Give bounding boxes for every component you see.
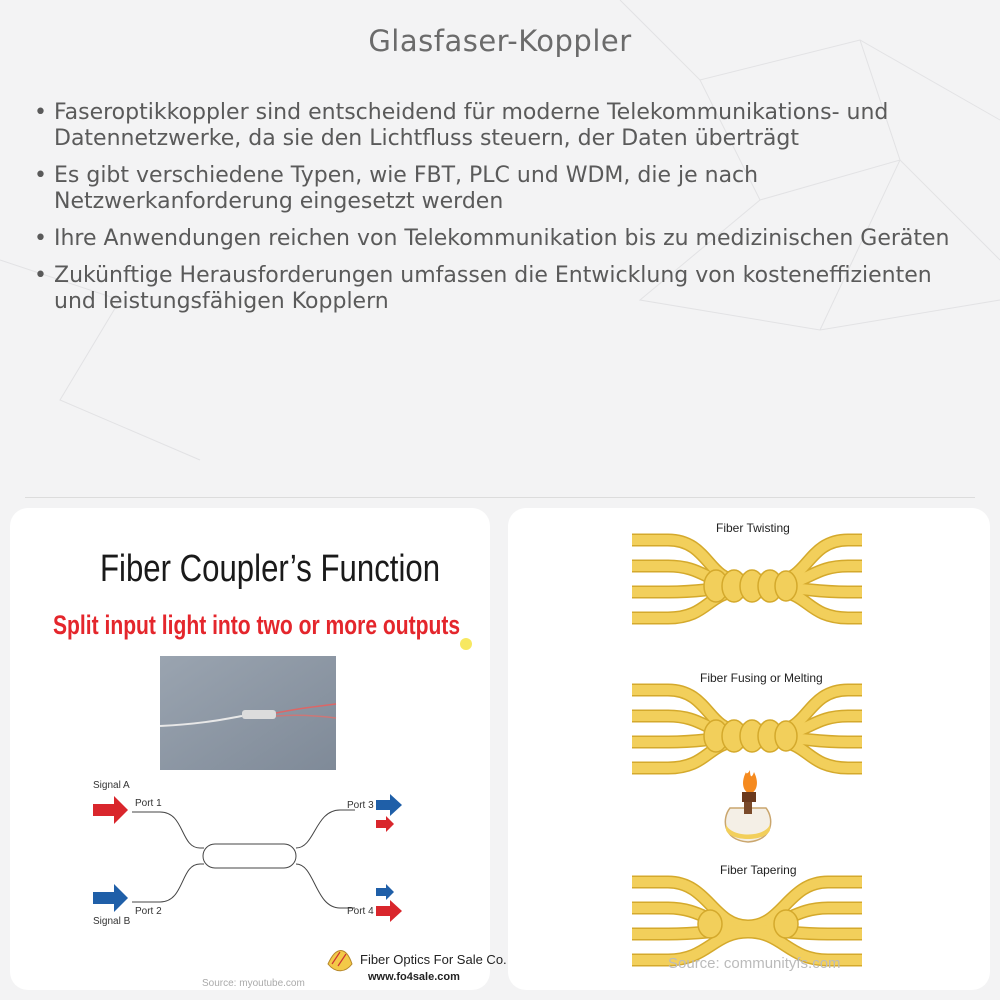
fiber-tapering-drawing bbox=[632, 882, 862, 960]
coupler-body bbox=[203, 844, 296, 868]
left-source: Source: myoutube.com bbox=[202, 978, 305, 989]
right-source: Source: communityfs.com bbox=[668, 955, 841, 972]
page-title: Glasfaser-Koppler bbox=[368, 24, 632, 58]
image-title: Fiber Coupler’s Function bbox=[100, 548, 441, 590]
coupler-photo bbox=[160, 656, 336, 770]
signal-b-label: Signal B bbox=[93, 916, 131, 927]
port1-label: Port 1 bbox=[135, 798, 162, 809]
port2-label: Port 2 bbox=[135, 906, 162, 917]
cursor-highlight-icon bbox=[458, 636, 474, 652]
caption-tapering: Fiber Tapering bbox=[720, 863, 797, 877]
fiber-fusing-drawing bbox=[632, 690, 862, 768]
divider bbox=[25, 497, 975, 498]
caption-fusing: Fiber Fusing or Melting bbox=[700, 671, 823, 685]
fiber-process-diagram bbox=[508, 508, 990, 990]
bullet-list bbox=[30, 100, 970, 326]
brand-logo-icon bbox=[328, 951, 352, 971]
brand-url: www.fo4sale.com bbox=[368, 971, 460, 983]
port3-label: Port 3 bbox=[347, 800, 374, 811]
signal-b-arrow bbox=[93, 884, 128, 912]
caption-twisting: Fiber Twisting bbox=[716, 521, 790, 535]
coupler-diagram bbox=[10, 768, 507, 990]
port4-label: Port 4 bbox=[347, 906, 374, 917]
signal-a-arrow bbox=[93, 796, 128, 824]
bullet-item: • Es gibt verschiedene Typen, wie FBT, PLC und WDM, die je nach Netzwerkanforderung eingesetzt werden bbox=[30, 163, 970, 215]
signal-a-label: Signal A bbox=[93, 780, 130, 791]
bullet-item: • Faseroptikkoppler sind entscheidend für moderne Telekommunikations- und Datennetzwerke, da sie den Lichtfluss steuern, der Daten überträgt bbox=[30, 100, 970, 152]
fiber-twisting-drawing bbox=[632, 540, 862, 618]
brand-name: Fiber Optics For Sale Co. bbox=[360, 952, 507, 967]
fiber-coupler-function-image bbox=[10, 508, 507, 990]
image-subtitle: Split input light into two or more outputs bbox=[53, 610, 461, 640]
fiber-fabrication-image bbox=[508, 508, 990, 990]
flame-burner-icon bbox=[725, 770, 770, 842]
bullet-item: • Zukünftige Herausforderungen umfassen die Entwicklung von kosteneffizienten und leistungsfähigen Kopplern bbox=[30, 263, 970, 315]
bullet-item: • Ihre Anwendungen reichen von Telekommunikation bis zu medizinischen Geräten bbox=[30, 226, 970, 252]
